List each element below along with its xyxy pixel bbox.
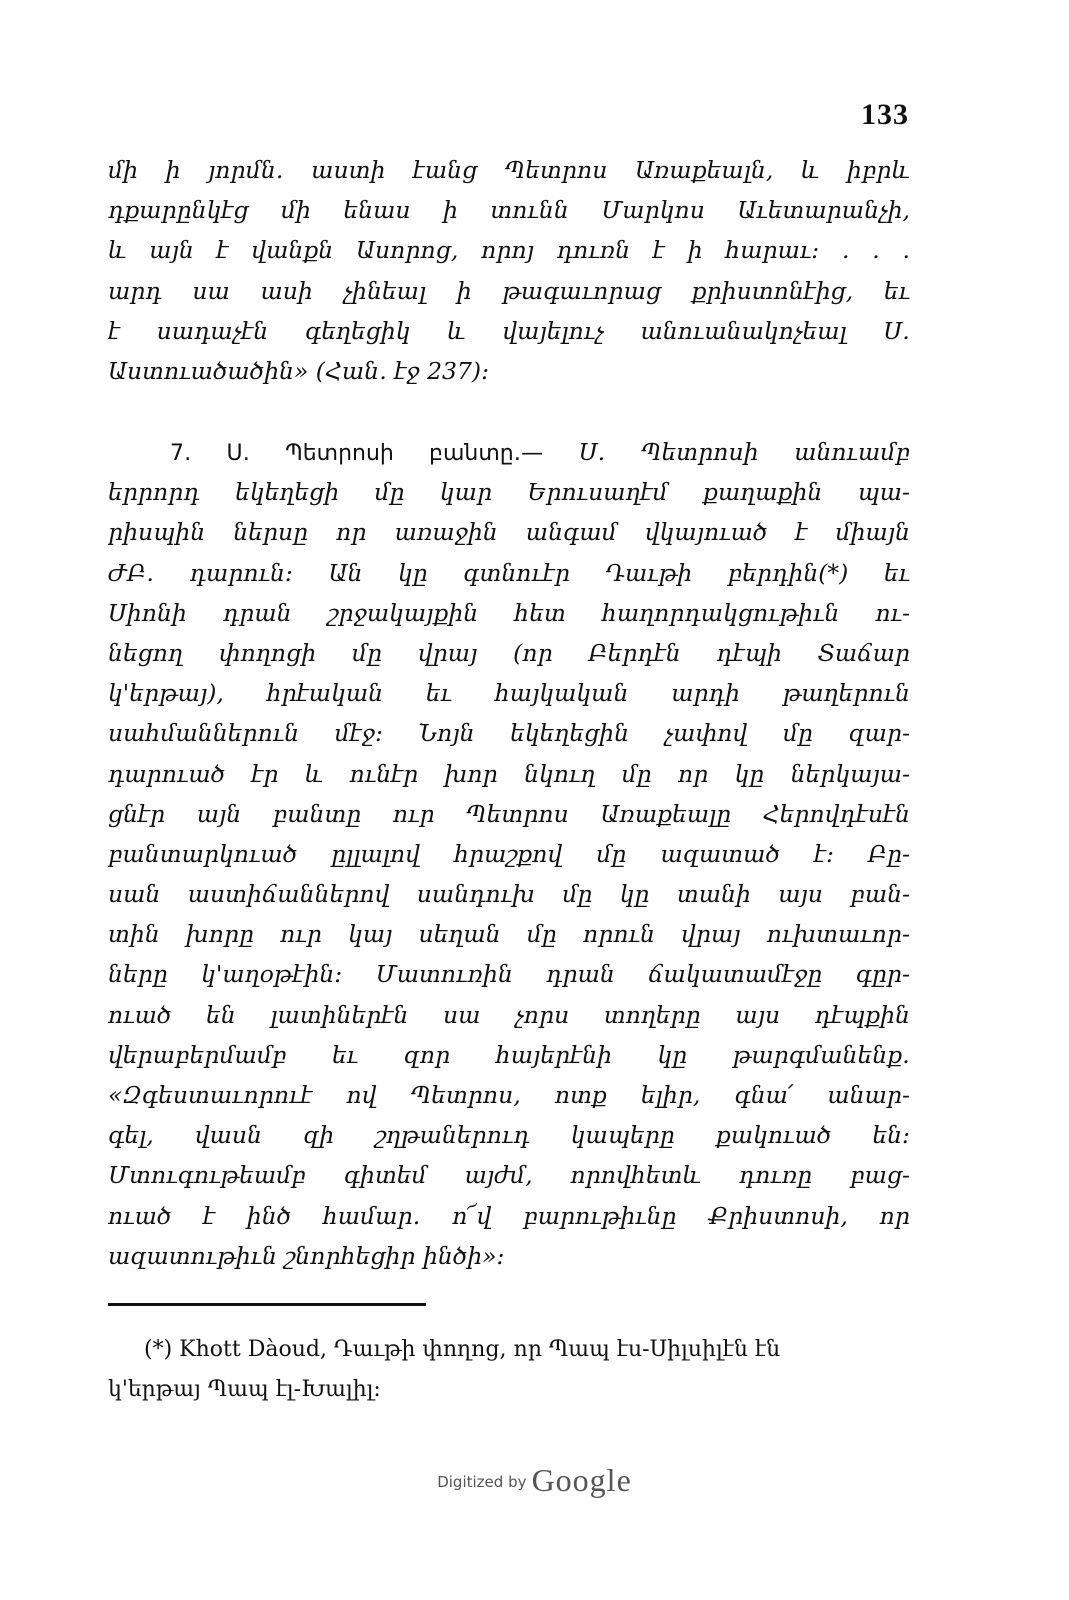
section-line: Սիոնի դրան շրջակայքին հետ հաղորդակցութիւն ու- xyxy=(108,598,910,627)
section-line: բանտարկուած ըլլալով հրաշքով մը ազատած է։ Բը- xyxy=(108,839,910,868)
section-line: րիսպին ներսը որ առաջին անգամ վկայուած է միայն xyxy=(108,518,910,547)
section-line: կ'երթայ), հրէական եւ հայկական արդի թաղերուն xyxy=(108,679,910,708)
page-number: 133 xyxy=(861,98,909,131)
section-line: տին խորը ուր կայ սեղան մը որուն վրայ ուխտաւոր- xyxy=(108,920,910,949)
quote-line: է սադաչէն գեղեցիկ և վայելուչ անուանակոչեալ Ս․ xyxy=(108,316,910,345)
quote-line: և այն է վանքն Ասորոց, որոյ դուռն է ի հարաւ։ . . . xyxy=(108,236,910,265)
section-line: նեցող փողոցի մը վրայ (որ Բերդէն դէպի Տաճար xyxy=(108,638,910,667)
section-line: ուած է ինծ համար․ ո՜վ բարութիւնը Քրիստոսի, որ xyxy=(108,1201,910,1230)
section-line: վերաբերմամբ եւ զոր հայերէնի կը թարգմանենք․ xyxy=(108,1040,910,1069)
section-line: սան աստիճաններով սանդուխ մը կը տանի այս բան- xyxy=(108,880,910,909)
digitized-by-label: Digitized by xyxy=(437,1473,527,1491)
footnote-text-1: Khott Dàoud, Դաւթի փողոց, որ Պապ էս-Սիլսիլէն էն xyxy=(179,1337,781,1362)
section-line: «Զգեստաւորուէ ով Պետրոս, ոտք ելիր, գնա՛ անար- xyxy=(108,1081,910,1109)
section-line: ուած են լատիներէն սա չորս տողերը այս դէպքին xyxy=(108,1000,910,1029)
section-line: դարուած էր և ունէր խոր նկուղ մը որ կը ներկայա- xyxy=(108,759,910,788)
section-line: գել, վասն զի շղթաներուդ կապերը քակուած են։ xyxy=(108,1121,910,1150)
quote-line: Աստուածածին» (Հան․ էջ 237)։ xyxy=(108,356,490,385)
section-line: ցնէր այն բանտը ուր Պետրոս Առաքեալը Հերովդէսէն xyxy=(108,799,910,828)
section-line: սահմաններուն մէջ։ Նոյն եկեղեցին չափով մը զար- xyxy=(108,719,910,748)
section-heading: 7․ Ս․ Պետրոսի բանտը․— xyxy=(170,441,544,466)
digitized-watermark xyxy=(0,1462,1069,1499)
footnote-marker: (*) xyxy=(144,1337,173,1362)
section-line: երրորդ եկեղեցի մը կար Երուսաղէմ քաղաքին պա- xyxy=(108,478,910,507)
footnote-line-2: կ'երթայ Պապ էլ-Խալիլ։ xyxy=(108,1377,381,1402)
section-first-line-text: Ս․ Պետրոսի անուամբ xyxy=(578,438,910,466)
footnote-line-1 xyxy=(108,1330,910,1370)
section-first-line xyxy=(108,432,910,472)
quote-line: դքարընկէց մի ենաս ի տունն Մարկոս Աւետարանչի, xyxy=(108,196,910,225)
footnote xyxy=(108,1330,910,1410)
google-logo: Google xyxy=(531,1462,632,1498)
quote-line: արդ սա ասի չինեալ ի թագաւորաց քրիստոնէից, եւ xyxy=(108,276,910,305)
section-line: ազատութիւն շնորհեցիր ինծի»։ xyxy=(108,1241,505,1270)
section-line: ները կ'աղօթէին։ Մատուռին դրան ճակատամէջը գըր- xyxy=(108,960,910,989)
section-line: Մտուգութեամբ գիտեմ այժմ, որովհետև դուռը բաց- xyxy=(108,1161,910,1190)
footnote-divider xyxy=(108,1303,426,1306)
section-7-block xyxy=(108,432,910,1276)
section-line: ԺԲ․ դարուն։ Ան կը գտնուէր Դաւթի բերդին(*) եւ xyxy=(108,558,910,587)
quote-line: մի ի յորմն․ աստի էանց Պետրոս Առաքեալն, և իբրև xyxy=(108,156,910,184)
quotation-block xyxy=(108,150,910,391)
